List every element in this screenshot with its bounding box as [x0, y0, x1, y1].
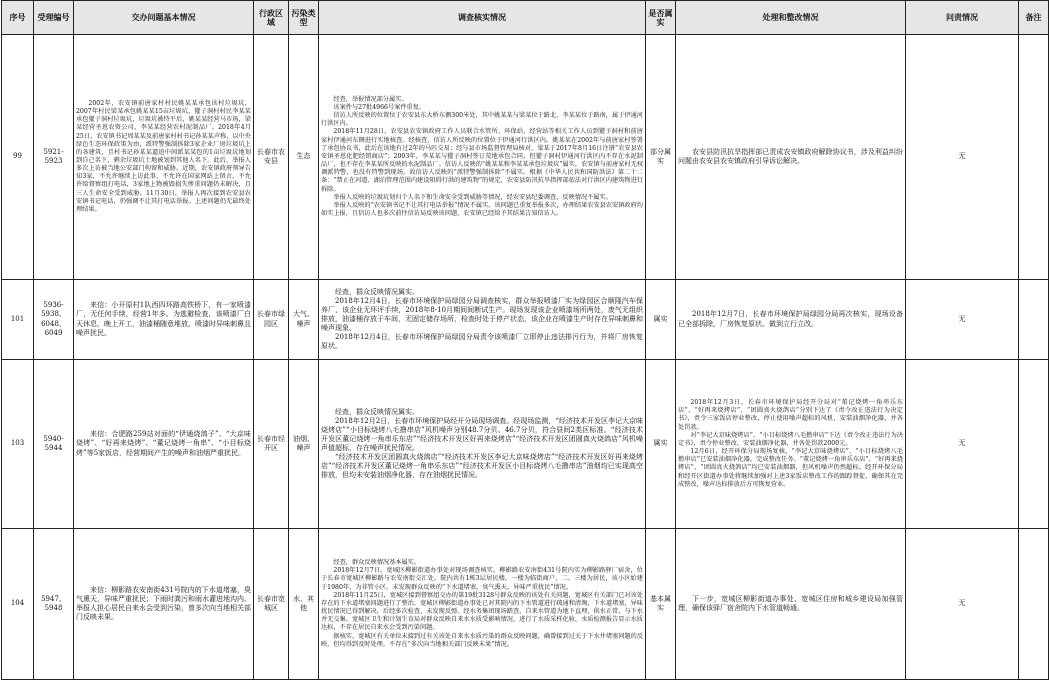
investigation-paragraph: “经济技术开发区团圆真火烧鸽店”“经济技术开发区李记大京味烧烤店”“经济技术开发区好再来烧烤店”“经济技术开发区董记烧烤一角串乐东店”“经济技术开发区小目标烧烤八毛撸串店”油烟均已实现高空排放，但均未安装油烟净化器，存在油烟扰民情况。 [321, 453, 643, 480]
investigation-paragraph: 经查，群众反映情况属实。 [335, 407, 419, 416]
cell-problem [74, 529, 254, 680]
investigation-paragraph: 2018年11月28日，农安县农安镇政府工作人员联合水管所、环保站、经营站等相关工作人员到獾子洞村和前唐家村伊通河东侧进行实地核查。经核查，信访人所反映的位置位于伊通河行洪区内。姚某某在2002年与前唐家村签署了承包协议书，此后在该地有过2年的马匹交易；经与县市场监督管理局核对，梁某于2017年8月16日注册“农安县农安镇圣恩化肥经销商店”；2003年，李某某与獾子洞村签订荒地承包合同，但獾子洞村伊通河行洪区内不存在水泥制品厂，也不存在李某某所反映的水泥制品厂。信访人反映的“姚某某和李某某承包垃圾坑”属实，农安镇与前唐家村无权调派特警，也没有特警到现场，故信访人反映的“派特警强制拆除”不属实。根据《中华人民共和国防洪法》第二十二条：“禁止在河道、湖泊管理范围内建设阻碍行洪的建筑物”的规定，农安县防汛抗旱指挥部依法对行洪区内建筑物进行拆除。 [321, 128, 643, 193]
handling-text: 农安县防汛抗旱指挥部已责成农安镇政府解除协议书，涉及利益纠纷问题由农安县农安镇政府引导诉讼解决。 [678, 147, 903, 165]
cell-handling [676, 529, 906, 680]
cell-region: 长春市宽城区 [254, 529, 289, 680]
col-header-remarks: 备注 [1019, 1, 1049, 35]
cell-pollution: 大气、噪声 [289, 280, 319, 360]
cell-no: 99 [2, 35, 34, 280]
col-header-pollution: 污染类型 [289, 1, 319, 35]
investigation-paragraph: 举报人反映的“农安镇书记不让其打电话举报”情况不属实。该问题已重复举报多次，办理结果农安县农安镇政府均如实上报，且信访人也多次前往信访局反映该问题，农安镇已经给予其结果告知信访人。 [321, 201, 643, 218]
col-header-accountability: 问责情况 [906, 1, 1019, 35]
col-header-region: 行政区域 [254, 1, 289, 35]
cell-region: 长春市农安县 [254, 35, 289, 280]
table-row [2, 360, 1049, 529]
cell-accountability: 无 [906, 529, 1019, 680]
cell-verified: 属实 [646, 280, 676, 360]
cell-investigation [319, 280, 646, 360]
investigation-paragraph: 2018年12月4日，长春市环境保护局绿园分局责令该喷漆厂立即停止违法排污行为，并将厂房恢复原状。 [321, 333, 643, 351]
handling-paragraph: 12月6日，经开环保分局现场复核，“李记大京味烧烤店”、“小目标烧烤八毛撸串店”已安装油烟净化器，完成整改任务。“董记烧烤一角串乐东店”、“好再来烧烤店”、“团圆真火烧鸽店”均已安装油烟器，但风机噪声仍然超标。经开环保分局和经开区街道办事处将继续加强对上述3家饭店整改工作的跟踪督促，确保其在完成整改，噪声达标排放后方可恢复营业。 [678, 448, 903, 488]
investigation-paragraph: 2018年12月4日，长春市环境保护局绿园分局调查核实，群众举报喷漆厂实为绿园区合顺隆汽车保养厂，该企业无环评手续，2018年8-10月期间间断试生产。现场发现该企业喷漆场所两处，废气无组织排放，油漆桶存放于车间，无固定储存场所，检查时处于停产状态，该企业在喷漆生产时存在异味刺鼻和噪声现象。 [321, 296, 643, 333]
cell-problem [74, 280, 254, 360]
investigation-paragraph: 经查，群众反映情况属实。 [335, 287, 419, 296]
problem-text: 来信：小开原村1队西四环路高铁桥下，有一家喷漆厂，无任何手续，经营1年多。为逃避检查，该喷漆厂白天休息，晚上开工，油漆桶随意堆放，喷漆时异味刺鼻且噪声扰民。 [76, 301, 251, 337]
cell-ids: 5921-5923 [34, 35, 74, 280]
cell-ids: 5936-5938、6048、6049 [34, 280, 74, 360]
col-header-no: 序号 [2, 1, 34, 35]
investigation-paragraph: 据核实，宽城区有关单位未接到过有关该处自来水水质污染的群众反映问题，确曾接到过关于下水井堵塞问题的反映，但均得到及时处理。不存在“多次向当地相关部门反映未果”情况。 [321, 632, 643, 648]
cell-investigation [319, 529, 646, 680]
cell-accountability: 无 [906, 360, 1019, 529]
investigation-paragraph: 2018年12月7日，宽城区柳影街道办事处对现场调查核实。柳影路农安南街431号院内实为柳影路驿厂宿舍，位于长春市宽城区柳影路与农安南街交汇处，院内共有1栋3层居民楼，一楼为临街商户，二、三楼为居民，该小区始建于1980年，为非管小区。未发现群众反映的“下水道堵塞，臭气熏天，异味严重扰民”情况。 [321, 567, 643, 591]
col-header-problem: 交办问题基本情况 [74, 1, 254, 35]
cell-accountability: 无 [906, 280, 1019, 360]
cell-remarks [1019, 360, 1049, 529]
col-header-investigation: 调查核实情况 [319, 1, 646, 35]
cell-region: 长春市绿园区 [254, 280, 289, 360]
investigation-paragraph: 经查，群众反映情况基本属实。 [333, 559, 421, 567]
table-row [2, 280, 1049, 360]
cell-problem [74, 360, 254, 529]
problem-text: 2002年，农安镇前唐家村村民姚某某承包该村垃圾坑，2007年村民梁某承包姚某某15亩垃圾坑，獾子洞村村民李某某承包獾子洞村垃圾坑，垃圾坑被恃平后，姚某某经营马市场，梁某经营圣恩农资公司，李某某经营农村泥制品厂。2018年4月25日，农安镇书记周某某及前唐家村村书记孙某某声称，以中央绿色生态环保政策为由，派特警强制拆除3家企业厂房垃圾坑上的各建筑，且村书记孙某某逼迫中间派某某包的1亩垃圾坑地划到自己名下，剩余垃圾坑土地被划到其他人名下。此后，举报人多次上访被当地公安部门拘留和威胁。近期，农安镇政府领导告知3家，不允许继续上访此事，不允许在国家网站上留言，不允许给督察组打电话，3家地上物被毁损失惨重问题仍未解决，且三人生命安全受到威胁。11月30日，举报人再次接到农安县农安镇书记电话，仍强调不让其打电话举报。上述问题仍无最终处理结果。 [76, 99, 251, 213]
header-row [2, 1, 1049, 35]
cell-pollution: 油烟、噪声 [289, 360, 319, 529]
handling-paragraph: 对“李记大京味烧烤店”、“小目标烧烤八毛撸串店”下达《责令改正违法行为决定书》，责令停业整改、安装油烟净化器，并各处罚款2000元。 [678, 431, 903, 447]
cell-problem [74, 35, 254, 280]
investigation-paragraph: 信访人所反映的位置位于农安县东大桥东侧300米处，其中姚某某与梁某位于路北，李某某位于路南，属于伊通河行洪区内。 [321, 112, 643, 128]
cell-pollution: 生态 [289, 35, 319, 280]
investigation-paragraph: 该案件与27批4966号案件重复。 [333, 103, 426, 111]
cell-no: 103 [2, 360, 34, 529]
cell-no: 104 [2, 529, 34, 680]
cell-handling [676, 360, 906, 529]
cell-verified: 部分属实 [646, 35, 676, 280]
investigation-paragraph: 2018年11月25日，宽城区接到督察组交办的第19批3128号群众反映的该处有关问题，宽城区有关部门已对该处存在的下水道堵塞问题进行了整治，宽城区柳影街道办事处已对其院内的下水管道进行疏通和清淘，下水道堵塞，异味扰民情况已得到解决，后经多次检查，未发现反弹。经水务集团现场踏查，自来水管道为地下直埋，供水正常，与下水并无交集。宽城区卫生和计划生育局对群众反映自来水水质受影响情况，进行了水质采样化验，水质检测报告显示水质达标，不存在居民自来水会受到污染问题。 [321, 591, 643, 632]
investigation-paragraph: 经查，举报情况部分属实。 [333, 95, 408, 103]
col-header-ids: 受理编号 [34, 1, 74, 35]
cell-investigation [319, 35, 646, 280]
cell-remarks [1019, 529, 1049, 680]
investigation-paragraph: 2018年12月2日，长春市环境保护局经开分局现场调查。经现场监测，“经济技术开发区李记大京味烧烤店”“小目标烧烤八毛撸串店”风机噪声分别48.7分贝、46.7分贝，符合昼间2类区标准。“经济技术开发区董记烧烤一角串乐东店”“经济技术开发区好再来烧烤店”“经济技术开发区团圆真火烧鸽店”风机噪声值超标，存在噪声扰民情况。 [321, 416, 643, 452]
cell-ids: 5940-5944 [34, 360, 74, 529]
cell-investigation [319, 360, 646, 529]
cell-remarks [1019, 280, 1049, 360]
handling-text: 2018年12月7日，长春市环境保护局绿园分局再次核实，现场设备已全部拆除，厂房恢复原状。做到立行立改。 [678, 310, 903, 328]
cell-region: 长春市经开区 [254, 360, 289, 529]
handling-paragraph: 2018年12月3日，长春市环境保护局经开分局对“董记烧烤一角串乐东店”、“好再来烧烤店”、“团圆真火烧鸽店”分别下达了《责令改正违法行为决定书》，责令三家饭店停业整改，停止使用噪声超标的风机，安装油烟净化器，并各处罚款。 [678, 399, 903, 431]
col-header-handling: 处理和整改情况 [676, 1, 906, 35]
problem-text: 来信：合肥路259站对面的“伊通烧鸽子”、“大京味烧烤”、“好再来烧烤”、“董记烧烤一角串”、“小目标烧烤”等5家饭店，经营期间产生的噪声和油烟严重扰民。 [76, 430, 251, 457]
cell-pollution: 水、其他 [289, 529, 319, 680]
handling-text: 下一步，宽城区柳影街道办事处、宽城区住房和城乡建设局加强管理，确保该驿厂宿舍院内下水管道畅通。 [678, 594, 903, 612]
cell-ids: 5947、5948 [34, 529, 74, 680]
case-table [1, 0, 1049, 680]
cell-handling [676, 280, 906, 360]
investigation-paragraph: 举报人反映的垃圾坑划归个人名下和生命安全受到威胁等情况，经农安县纪委调查，反映情况不属实。 [333, 193, 612, 201]
table-row [2, 35, 1049, 280]
cell-accountability: 无 [906, 35, 1019, 280]
cell-no: 101 [2, 280, 34, 360]
cell-verified: 基本属实 [646, 529, 676, 680]
cell-remarks [1019, 35, 1049, 280]
cell-verified: 属实 [646, 360, 676, 529]
cell-handling [676, 35, 906, 280]
table-row [2, 529, 1049, 680]
col-header-verified: 是否属实 [646, 1, 676, 35]
problem-text: 来信：柳影路农安南街431号院内的下水道堵塞，臭气熏天，异味严重扰民；下雨时粪污和雨水灌进地沟内。举报人担心居民自来水会受到污染，曾多次向当地相关部门反映未果。 [76, 585, 251, 622]
